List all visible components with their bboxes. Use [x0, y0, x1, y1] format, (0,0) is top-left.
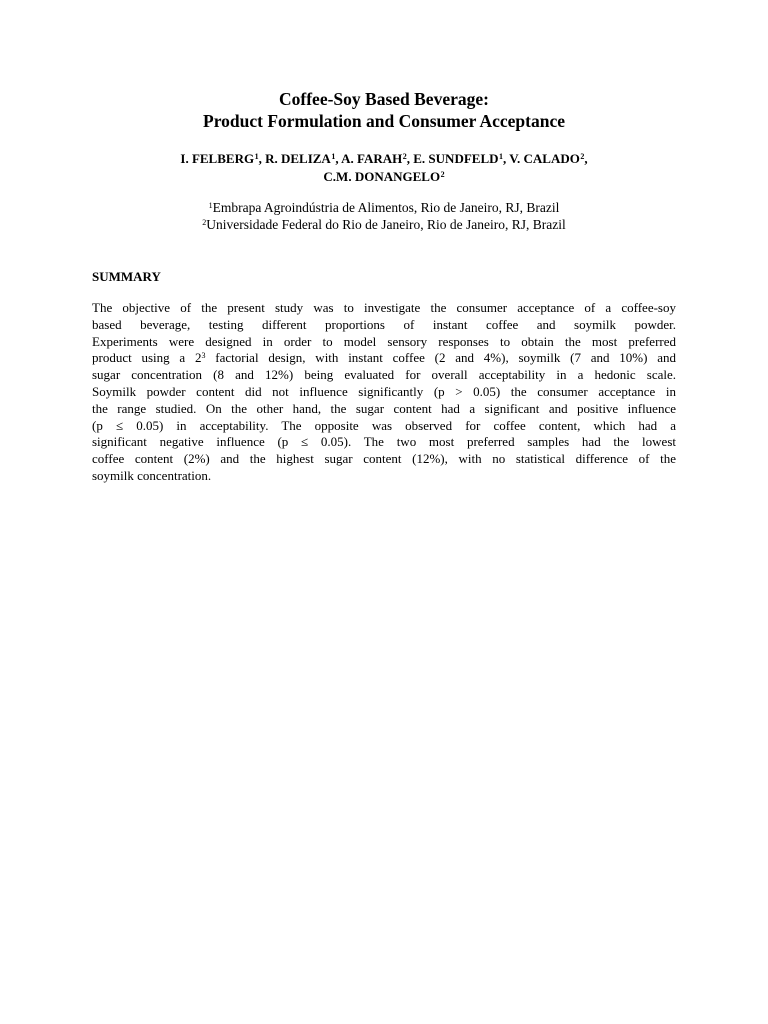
affiliation-text: Embrapa Agroindústria de Alimentos, Rio de Janeiro, RJ, Brazil: [212, 200, 560, 215]
author-name: A. FARAH: [341, 151, 403, 166]
author: [323, 169, 444, 184]
author-name: V. CALADO: [509, 151, 580, 166]
author-separator: ,: [503, 151, 510, 166]
author: [509, 151, 587, 166]
summary-line: coffee content (2%) and the highest sugar content (12%), with no statistical difference of the: [92, 451, 676, 467]
author-name: I. FELBERG: [180, 151, 255, 166]
author-separator: ,: [584, 151, 588, 166]
summary-line: (p ≤ 0.05) in acceptability. The opposite was observed for coffee content, which had a: [92, 417, 676, 433]
author-separator: ,: [406, 151, 414, 166]
affiliation-1: [0, 199, 768, 216]
author: [341, 151, 413, 166]
author-name: C.M. DONANGELO: [323, 169, 441, 184]
author-name: E. SUNDFELD: [413, 151, 499, 166]
author-affiliation-mark: 1: [331, 152, 336, 161]
summary-line: significant negative influence (p ≤ 0.05). The two most preferred samples had the lowest: [92, 434, 676, 450]
author-affiliation-mark: 2: [402, 152, 407, 161]
summary-line: The objective of the present study was to investigate the consumer acceptance of a coffee-soy: [92, 300, 676, 315]
affiliation-text: Universidade Federal do Rio de Janeiro, Rio de Janeiro, RJ, Brazil: [206, 217, 566, 232]
author-affiliation-mark: 1: [254, 152, 259, 161]
author-affiliation-mark: 2: [580, 152, 585, 161]
summary-line: Soymilk powder content did not influence significantly (p > 0.05) the consumer acceptance in: [92, 383, 676, 399]
summary-line: Experiments were designed in order to model sensory responses to obtain the most preferred: [92, 333, 676, 349]
authors-line-1: [0, 150, 768, 168]
author-separator: ,: [258, 151, 266, 166]
summary-line: sugar concentration (8 and 12%) being evaluated for overall acceptability in a hedonic scale.: [92, 367, 676, 383]
summary-line: based beverage, testing different proportions of instant coffee and soymilk powder.: [92, 316, 676, 332]
paper-title-line-1: Coffee-Soy Based Beverage:: [279, 89, 489, 109]
summary-line: the range studied. On the other hand, the sugar content had a significant and positive influence: [92, 400, 676, 416]
summary-heading: SUMMARY: [92, 269, 161, 284]
summary-paragraph: [92, 300, 676, 485]
affiliation-2: [0, 216, 768, 233]
paper-title-line-2: Product Formulation and Consumer Acceptance: [203, 111, 565, 131]
author: [180, 151, 265, 166]
exponent: 3: [201, 351, 206, 361]
affiliation-mark: 2: [202, 218, 207, 227]
summary-line: soymilk concentration.: [92, 467, 212, 483]
author-affiliation-mark: 2: [440, 170, 445, 179]
authors-line-2: [0, 168, 768, 186]
author-affiliation-mark: 1: [499, 152, 504, 161]
author-separator: ,: [335, 151, 342, 166]
author: [265, 151, 341, 166]
affiliation-mark: 1: [208, 201, 213, 210]
summary-line: product using a $2^3$ factorial design, with instant coffee (2 and 4%), soymilk (7 and 10%) and: [92, 350, 676, 366]
author-name: R. DELIZA: [265, 151, 331, 166]
author: [413, 151, 509, 166]
